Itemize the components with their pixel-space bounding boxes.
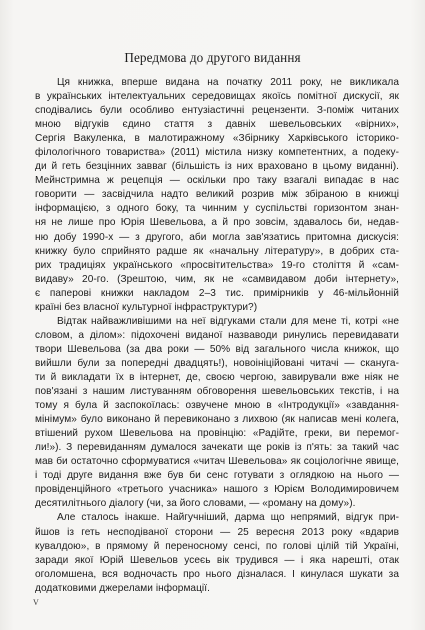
text-line: сподівались були особливо ентузіастичні рецензенти. З-поміж читаних — [35, 105, 399, 117]
text-line: країні без власної культурної інфраструктури?) — [35, 301, 258, 313]
text-line: йшов із геть несподіваної сторони — 25 вересня 2013 року «вдарив — [35, 526, 399, 538]
paragraph-2 — [35, 315, 399, 512]
text-line: ню добу 1990-х — з другого, аби могла зав'язатись притомна дискусія: — [35, 231, 399, 243]
preface-heading: Передмова до другого видання — [124, 50, 301, 65]
page-mark: V — [33, 598, 39, 607]
text-line: мною відгуків єдино стаття з давніх шевельовських «вірних», — [35, 119, 399, 131]
text-line: і тоді друге видання вже був би сенс готувати з оглядкою на нього — — [35, 470, 399, 482]
text-line: пов'язані з нашим листуванням обговорення шевельовських текстів, і на — [35, 386, 399, 398]
text-line: мав би остаточно сформуватися «читач Шевельова» як соціологічне явище, — [35, 456, 399, 468]
text-line: ня не лише про Юрія Шевельова, а й про зовсім, здавалось би, недав- — [35, 217, 399, 229]
text-line: ди й геть безцінних завваг (більшість із них враховано в цьому виданні). — [35, 161, 399, 173]
text-line: Сергія Вакуленка, в малотиражному «Збірнику Харківського історико- — [35, 133, 399, 145]
preface-body — [35, 76, 399, 596]
text-line: твори Шевельова (за два роки — 50% від загального числа книжок, що — [35, 343, 399, 355]
text-line: інформацією, з одного боку, та чинним у суспільстві горизонтом знан- — [35, 203, 399, 215]
text-line: вийшли були за попередні двадцять!), новоініційовані читачі — скануга- — [35, 357, 399, 369]
text-line: десятилітнього діалогу (чи, за його словами, — «роману на дому»). — [35, 498, 356, 510]
text-line: додатковими джерелами інформації. — [35, 582, 210, 594]
text-line: заради якої Юрій Шевельов усеєь вік трудився — і яка нарешті, отак — [35, 554, 399, 566]
text-line: оголомшена, вся водночасть про нього дізналася. І кинулася шукати за — [35, 568, 399, 580]
paragraph-3 — [35, 511, 399, 595]
text-line: говорити — засвідчила надто великий розрив між збіраною в книжці — [35, 189, 399, 201]
paragraph-1 — [35, 76, 399, 315]
text-line: Мейнстримна ж рецепція — оскільки про таку взагалі випадає в нас — [35, 175, 399, 187]
text-line: словом, а ділом»: підохочені виданої назваводи ринулись перевидавати — [35, 329, 399, 341]
text-line: є паперові книжки накладом 2–3 тис. примірників у 46-мільйонній — [35, 287, 399, 299]
text-line: Ця книжка, вперше видана на початку 2011 року, не викликала — [57, 77, 399, 88]
text-line: провіденційного «третього учасника» нашого з Юрієм Володимировичем — [35, 484, 399, 496]
text-line: в українських інтелектуальних середовищах якоїсь помітної дискусії, як — [35, 91, 399, 103]
text-line: філологічного товариства» (2011) містила низку компетентних, а подеку- — [35, 147, 399, 159]
text-line: книжку було сприйнято радше як «начальну літературу», в добрих ста- — [35, 245, 399, 257]
text-line: втішений рухом Шевельова на провінцію: «Радійте, греки, ви перемог- — [35, 428, 399, 440]
text-line: тому я була й заспокоїлась: озвучене мною в «Інтродукції» «завдання- — [35, 400, 399, 412]
text-line: ли!»). З перевиданням думалося зачекати ще років із п'ять: за такий час — [35, 442, 399, 454]
text-line: рих традиціях українського «просвітительства» 19-го століття й «сам- — [35, 259, 399, 271]
text-line: Відтак найважливішими на неї відгуками стали для мене ті, котрі «не — [57, 315, 399, 327]
text-line: кувалдою», в прямому й переносному сенсі, по голові цілій тій Україні, — [35, 540, 399, 552]
text-line: видаву» 20-го. (Зрештою, чим, як не «самвидавом доби інтернету», — [35, 273, 399, 285]
text-line: Але сталось інакше. Найгучніший, дарма що непрямий, відгук при- — [57, 512, 399, 524]
text-line: ти й викладати їх в інтернет, де, своєю чергою, завирували вже ніяк не — [35, 371, 399, 383]
text-line: мінімум» було виконано й перевиконано з лихвою (як написав мені колега, — [35, 414, 399, 426]
